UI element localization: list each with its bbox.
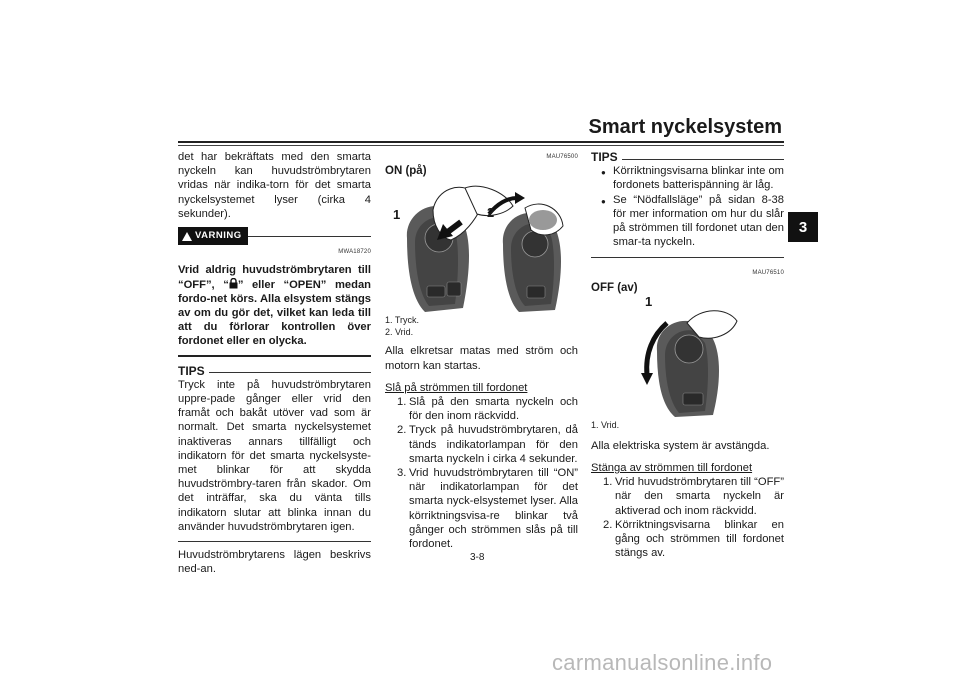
- column-right: [591, 150, 784, 560]
- warning-ref-code: MWA18720: [338, 249, 371, 256]
- list-item: ● Se “Nödfallsläge” på sidan 8-38 för mer information om hur du slår på strömmen till fordonet utan den smar-ta nyckeln.: [601, 193, 784, 249]
- list-item: 2. Körriktningsvisarna blinkar en gång och strömmen till fordonet stängs av.: [603, 518, 784, 560]
- list-item: 1. Slå på den smarta nyckeln och för den inom räckvidd.: [397, 396, 578, 423]
- switch-press-turn-illustration: [385, 178, 578, 314]
- bullet-icon: ●: [601, 196, 606, 206]
- on-ref-code: MAU76500: [546, 154, 578, 160]
- off-description: Alla elektriska system är avstängda.: [591, 439, 770, 452]
- chapter-tab[interactable]: 3: [788, 212, 818, 242]
- lock-icon: [229, 278, 238, 289]
- tips2-rule: [622, 159, 784, 160]
- list-item: ● Körriktningsvisarna blinkar inte om fordonets batterispänning är låg.: [601, 165, 784, 192]
- column-middle: [385, 150, 578, 551]
- tips2-end-rule: [591, 257, 784, 258]
- tips-end-rule: [178, 541, 371, 542]
- bullet-icon: ●: [601, 168, 606, 178]
- figure-label-1: 1: [393, 207, 401, 223]
- figure-label-2: 2: [487, 205, 495, 221]
- column-left: [178, 150, 371, 576]
- warning-rule: [248, 236, 371, 237]
- warning-end-rule: [178, 355, 371, 357]
- outro-paragraph: Huvudströmbrytarens lägen beskrivs ned-an.: [178, 549, 371, 576]
- off-ref-code: MAU76510: [752, 270, 784, 277]
- tips2-header: [591, 150, 784, 164]
- tips-rule: [209, 372, 371, 373]
- list-item: 1. Vrid huvudströmbrytaren till “OFF” när den smarta nyckeln är aktiverad och inom räckvidd.: [603, 476, 784, 517]
- tips-label: TIPS: [178, 363, 205, 378]
- off-subheading: Stänga av strömmen till fordonet: [591, 462, 753, 475]
- on-subheading: Slå på strömmen till fordonet: [385, 381, 528, 394]
- figure-caption-2: 2. Vrid.: [385, 327, 414, 338]
- on-section-title: ON (på): [385, 165, 427, 178]
- watermark-link[interactable]: carmanualsonline.info: [552, 650, 773, 675]
- on-figure: [385, 178, 578, 314]
- header-rule: [178, 141, 784, 143]
- warning-triangle-icon: [182, 232, 192, 241]
- page-number: 3-8: [470, 552, 485, 563]
- on-description: Alla elkretsar matas med ström och motorn kan startas.: [385, 345, 578, 372]
- warning-text: Vrid aldrig huvudströmbrytaren till “OFF”, “ ” eller “OPEN” medan fordo-net körs. Alla elsystem stängs av om du gör det, vilket kan leda till att du förlorar kontrollen över fordonet eller en olycka.: [178, 264, 371, 348]
- warning-label: VARNING: [195, 230, 242, 242]
- header-rule-thin: [178, 145, 784, 146]
- tips2-label: TIPS: [591, 150, 618, 164]
- figure-caption-1: 1. Vrid.: [591, 419, 620, 430]
- warning-header: [178, 227, 371, 245]
- list-item: 3. Vrid huvudströmbrytaren till “ON” när indikatorlampan för det smarta nyck-elsystemet lyser. Alla körriktningsvisa-re blinkar två gånger och strömmen slås på till fordonet.: [397, 467, 578, 551]
- intro-paragraph: det har bekräftats med den smarta nyckeln kan huvudströmbrytaren vridas när indika-torn för det smarta nyckelsystemet lyser (cirka 4 sekunder).: [178, 151, 371, 220]
- list-item: 2. Tryck på huvudströmbrytaren, då tänds indikatorlampan för den smarta nyckeln i cirka 4 sekunder.: [397, 424, 578, 465]
- tips-text: Tryck inte på huvudströmbrytaren uppre-pade gånger eller vrid den framåt och bakåt utöver vad som är normalt. Det smarta nyckelsystemet inaktiveras annars tillfälligt och indikatorn för det smarta nyckelsyste-met blinkar för att skydda huvudströmbry-taren från skador. Om det inträffar, ska du vänta tills indikatorn slutar att blinka innan du använder huvudströmbrytaren igen.: [178, 378, 371, 533]
- page-header-title: Smart nyckelsystem: [588, 116, 782, 138]
- figure-caption-1: 1. Tryck.: [385, 315, 420, 326]
- off-figure: [591, 293, 784, 419]
- tips-header: [178, 364, 371, 378]
- warning-badge: [178, 227, 248, 245]
- off-section-title: OFF (av): [591, 281, 638, 294]
- on-steps-list: [397, 395, 578, 551]
- off-steps-list: [603, 475, 784, 560]
- switch-turn-off-illustration: [591, 301, 784, 419]
- figure-label-1: 1: [645, 293, 653, 309]
